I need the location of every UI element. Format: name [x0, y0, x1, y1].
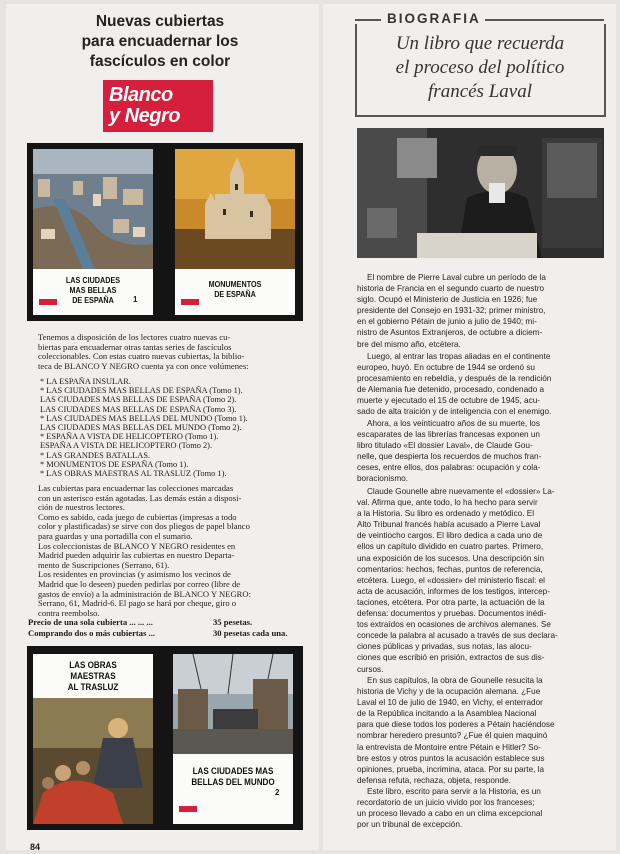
- text-line: Luego, al entrar las tropas aliadas en el continente: [367, 352, 551, 361]
- text-line: a la Historia. Su libro es ordenado y metódico. El: [357, 509, 535, 519]
- text-line: procesamiento en rebeldía, y después de la rendición: [357, 374, 552, 384]
- volume-item: * ESPAÑA A VISTA DE HELICOPTERO (Tomo 1).: [40, 432, 219, 442]
- headline-line: el proceso del político: [395, 57, 565, 78]
- section-title: BIOGRAFIA: [387, 11, 481, 26]
- text-line: mento de Suscripciones (Serrano, 61).: [38, 559, 170, 570]
- left-title-line: Nuevas cubiertas: [95, 13, 225, 30]
- text-line: ellos un capítulo dividido en cuatro partes. Primero,: [357, 542, 544, 552]
- logo-line: Blanco: [109, 84, 173, 106]
- text-line: para guardas y una portadilla con el sumario.: [38, 530, 193, 541]
- cover-label-line: BELLAS DEL MUNDO: [191, 777, 275, 788]
- text-line: Las cubiertas para encuadernar las colecciones marcadas: [38, 483, 234, 493]
- intro-paragraph: [38, 333, 304, 371]
- text-line: una exposición de los sucesos. Una descripción sin: [357, 553, 545, 563]
- text-line: ciones públicas y privadas, sus notas, las alocu-: [357, 642, 532, 652]
- covers-photo-bottom: [27, 646, 303, 830]
- text-line: recordatorio de un juicio vivido por los franceses;: [357, 798, 535, 808]
- text-line: siglo. Ocupó el Ministerio de Justicia en 1926; fue: [357, 295, 538, 305]
- cover-label-line: MAESTRAS: [70, 671, 116, 682]
- volume-item: ESPAÑA A VISTA DE HELICOPTERO (Tomo 2).: [40, 441, 213, 451]
- cover-label: [184, 279, 286, 299]
- cover-ciudades-mundo: [173, 654, 293, 824]
- text-line: Como es sabido, cada juego de cubiertas (impresas a todo: [38, 511, 237, 522]
- text-line: Los residentes en provincias (y asimismo los vecinos de: [38, 569, 231, 580]
- notes-paragraph: [38, 484, 304, 618]
- left-title-line: para encuadernar los: [81, 33, 239, 50]
- article-paragraph-1: [357, 272, 605, 350]
- section-rule-left: [355, 19, 381, 21]
- volume-item: LAS CIUDADES MAS BELLAS DEL MUNDO (Tomo 2).: [40, 423, 242, 433]
- cover-label-line: DE ESPAÑA: [214, 289, 256, 299]
- text-line: con un asterisco están agotadas. Las demás están a disposi-: [38, 492, 242, 503]
- text-line: Claude Gounelle abre nuevamente el «dossier» La-: [367, 487, 555, 496]
- text-line: biertas para encuadernar otras tantas series de fascículos: [38, 341, 232, 352]
- text-line: para que diese todos los poderes a Pétain haciéndose: [357, 720, 555, 730]
- covers-photo-top: [27, 143, 303, 321]
- cover-label: [42, 275, 144, 305]
- text-line: nistro de Asuntos Extranjeros, de octubre a diciem-: [357, 328, 543, 338]
- text-line: defensa: documentos y pruebas. Documentos inédi-: [357, 609, 547, 619]
- text-line: color y plastificadas) se sirve con dos pliegos de papel blanco: [38, 521, 250, 532]
- text-line: la entrevista de Montoire entre Pétain e Hitler? So-: [357, 742, 541, 752]
- cover-label: [42, 660, 144, 693]
- cover-label-line: LAS CIUDADES MAS: [192, 766, 274, 777]
- text-line: opiniones, prueba, incrimina, ataca. Por su parte, la: [357, 764, 545, 774]
- text-line: bre del mismo año, etcétera.: [357, 339, 461, 349]
- price-value: 30 pesetas cada una.: [213, 628, 288, 638]
- text-line: nombrar heredero presunto? ¿Fue él quien maquinó: [357, 731, 548, 741]
- text-line: teca de BLANCO Y NEGRO cuenta ya con once volúmenes:: [38, 360, 249, 371]
- text-line: En sus capítulos, la obra de Gounelle resucita la: [367, 676, 543, 685]
- text-line: europeo, huyó. En octubre de 1944 se ordenó su: [357, 363, 535, 373]
- text-line: de veintiocho cargos. El libro dedica a cada uno de: [357, 531, 543, 541]
- price-single: [28, 617, 253, 627]
- cover-obras-maestras: [33, 654, 153, 824]
- painting-image: [33, 698, 153, 824]
- price-multiple: [28, 628, 288, 638]
- volume-item: * LAS OBRAS MAESTRAS AL TRASLUZ (Tomo 1).: [40, 469, 227, 479]
- volume-badge: 2: [275, 788, 280, 797]
- text-line: defensa refuta, rechaza, objeta, responde.: [357, 775, 511, 785]
- cover-label: [182, 766, 284, 788]
- volume-badge: 1: [133, 295, 138, 304]
- text-line: Tenemos a disposición de los lectores cuatro nuevas cu-: [38, 332, 231, 342]
- text-line: boracionismo.: [357, 474, 408, 484]
- text-line: Madrid que lo deseen) pueden pedirlas por correo (libre de: [38, 578, 241, 589]
- text-line: un proceso llevado a cabo en un clima excepcional: [357, 809, 543, 819]
- text-line: El nombre de Pierre Laval cubre un período de la: [367, 273, 546, 282]
- text-line: en el gobierno Pétain de junio a julio de 1940; mi-: [357, 317, 537, 327]
- text-line: concede la palabra al acusado a través de sus declara-: [357, 631, 558, 641]
- headline-line: Un libro que recuerda: [395, 33, 565, 54]
- blanco-y-negro-logo: [103, 80, 213, 132]
- text-line: sado de alta traición y de inteligencia con el enemigo.: [357, 407, 552, 417]
- text-line: de la República incitando a la Asamblea Nacional: [357, 709, 537, 719]
- text-line: nelle, que despierta los recuerdos de muchos fran-: [357, 452, 542, 462]
- article-paragraph-3: [357, 418, 605, 485]
- text-line: historia de Francia en el segundo cuarto de nuestro: [357, 284, 545, 294]
- volume-item: * LAS CIUDADES MAS BELLAS DE ESPAÑA (Tomo 1).: [40, 386, 243, 396]
- laval-photo: [357, 128, 604, 258]
- text-line: acta de acusación, informes de los testigos, intercep-: [357, 586, 550, 596]
- city-aerial-image: [33, 149, 153, 269]
- text-line: gastos de envío) a la administración de BLANCO Y NEGRO:: [38, 588, 251, 599]
- left-title-line: fascículos en color: [89, 53, 231, 70]
- text-line: libro titulado «El dossier Laval», de Claude Gou-: [357, 441, 533, 451]
- article-paragraph-4: [357, 486, 605, 675]
- section-rule-right: [485, 19, 604, 21]
- cover-label-line: DE ESPAÑA: [72, 295, 114, 305]
- volumes-list: [40, 377, 248, 478]
- laval-portrait-image: [357, 128, 604, 258]
- text-line: ceses, entre ellos, dos palabras: ocupación y cola-: [357, 463, 541, 473]
- volume-item: * LAS CIUDADES MAS BELLAS DEL MUNDO (Tomo 1).: [40, 413, 248, 423]
- text-line: muerte y ejecutado el 15 de octubre de 1945, acu-: [357, 396, 540, 406]
- text-line: Ahora, a los veinticuatro años de su muerte, los: [367, 419, 540, 428]
- text-line: Serrano, 61, Madrid-6. El pago se hará por cheque, giro o: [38, 598, 237, 609]
- cover-ciudades-espana: [33, 149, 153, 315]
- price-value: 35 pesetas.: [213, 617, 253, 627]
- text-line: cursos.: [357, 664, 384, 674]
- text-line: Madrid pueden adquirir las cubiertas en nuestro Departa-: [38, 550, 235, 561]
- text-line: de Alemania fue detenido, procesado, condenado a: [357, 385, 545, 395]
- article-paragraph-2: [357, 351, 605, 418]
- cover-label-line: AL TRASLUZ: [67, 682, 119, 693]
- city-street-image: [173, 654, 293, 754]
- text-line: etcétera. Luego, el «dossier» del ministerio fiscal: el: [357, 575, 545, 585]
- text-line: presidente del Consejo en 1931-32; primer ministro,: [357, 306, 546, 316]
- text-line: val. Afirma que, ante todo, lo ha hecho para servir: [357, 498, 538, 508]
- headline-line: francés Laval: [428, 81, 532, 102]
- castle-image: [175, 149, 295, 269]
- text-line: ciones que escribió en prisión, extractos de sus dis-: [357, 653, 545, 663]
- cover-logo-mark: [179, 806, 197, 812]
- text-line: bre estos y otros puntos la acusación establece sus: [357, 753, 545, 763]
- text-line: Este libro, escrito para servir a la Historia, es un: [367, 787, 541, 796]
- cover-label-line: MAS BELLAS: [69, 285, 117, 295]
- text-line: escaparates de las librerías francesas exponen un: [357, 430, 540, 440]
- text-line: historia de Vichy y de la ocupación alemana. ¿Fue: [357, 687, 541, 697]
- volume-item: * LAS GRANDES BATALLAS.: [40, 450, 151, 460]
- volume-item: * MONUMENTOS DE ESPAÑA (Tomo 1).: [40, 459, 189, 469]
- article-paragraph-6: [357, 786, 605, 830]
- text-line: comentarios: hechos, fechas, puntos de referencia,: [357, 564, 543, 574]
- volume-item: * LA ESPAÑA INSULAR.: [40, 377, 131, 386]
- cover-monumentos: [175, 149, 295, 315]
- volume-item: LAS CIUDADES MAS BELLAS DE ESPAÑA (Tomo 3).: [40, 404, 237, 414]
- left-title: [10, 12, 310, 72]
- text-line: contra reembolso.: [38, 607, 100, 618]
- text-line: Alto Tribunal francés había acusado a Pierre Laval: [357, 520, 541, 530]
- text-line: por un tribunal de excepción.: [357, 820, 463, 830]
- text-line: Los coleccionistas de BLANCO Y NEGRO residentes en: [38, 540, 236, 551]
- article-paragraph-5: [357, 675, 605, 786]
- article-headline: [360, 32, 600, 104]
- logo-line: y Negro: [109, 105, 180, 127]
- cover-label-line: MONUMENTOS: [208, 279, 262, 289]
- cover-logo-mark: [39, 299, 57, 305]
- volume-item: LAS CIUDADES MAS BELLAS DE ESPAÑA (Tomo 2).: [40, 395, 237, 405]
- page-number: 84: [30, 842, 41, 852]
- text-line: ción de nuestros lectores.: [38, 502, 125, 513]
- text-line: taciones, etcétera. Por otra parte, la actuación de la: [357, 597, 545, 607]
- cover-label-line: LAS OBRAS: [69, 660, 117, 671]
- text-line: tos extraídos en ocasiones de archivos alemanes. Se: [357, 620, 551, 630]
- text-line: coleccionables. Con estas cuatro nuevas cubiertas, la biblio-: [38, 351, 245, 362]
- text-line: Laval el 10 de julio de 1940, en Vichy, el enterrador: [357, 698, 543, 708]
- price-label: Precio de una sola cubierta ... ... ...: [28, 617, 153, 627]
- cover-label-line: LAS CIUDADES: [65, 275, 121, 285]
- cover-logo-mark: [181, 299, 199, 305]
- price-label: Comprando dos o más cubiertas ...: [28, 628, 156, 638]
